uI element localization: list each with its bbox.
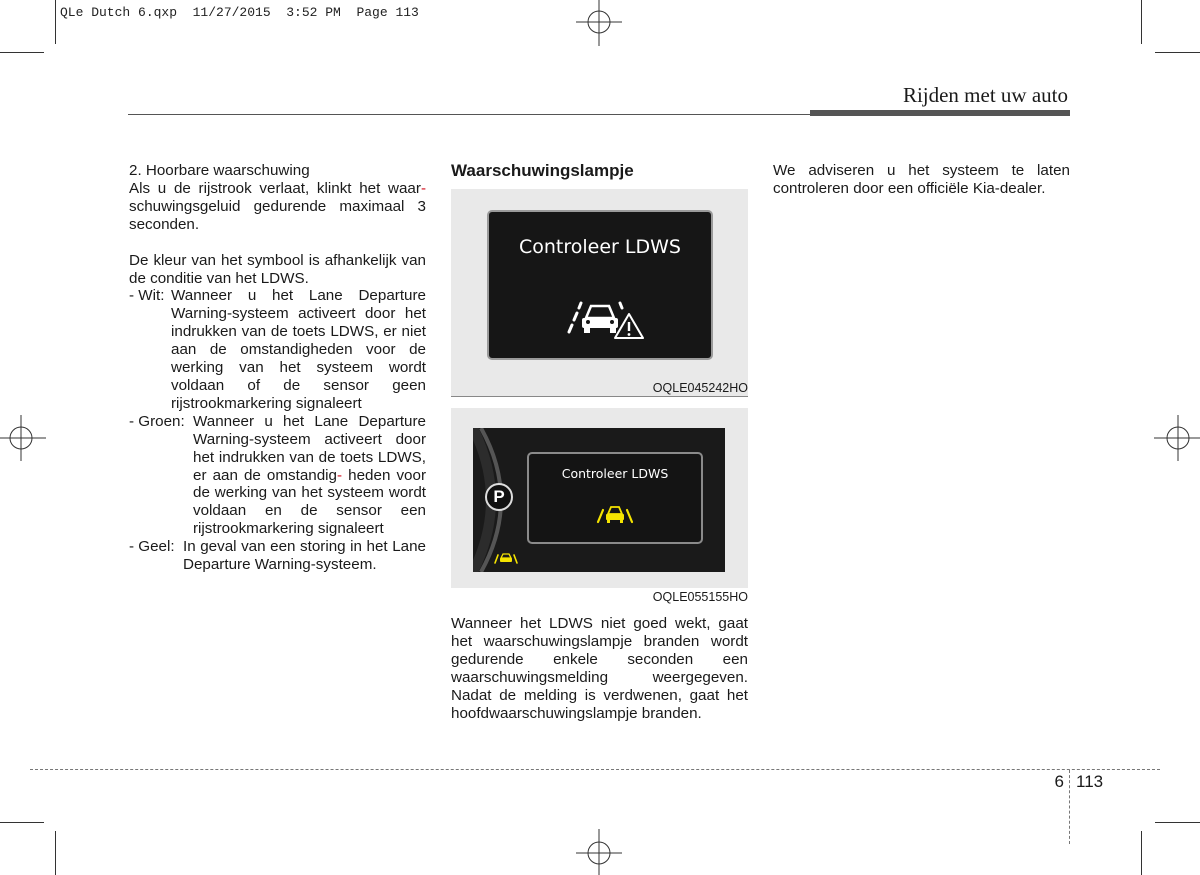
registration-mark-icon — [1154, 415, 1200, 461]
figure-divider — [451, 396, 748, 397]
ldws-yellow-icon — [595, 502, 635, 526]
gear-indicator — [485, 483, 513, 511]
list-term: - Geel: — [129, 538, 175, 556]
section-heading: Waarschuwingslampje — [451, 161, 634, 180]
subheading: 2. Hoorbare waarschuwing — [129, 162, 310, 179]
list-description: Wanneer u het Lane Departure Warning-systeem activeert door het indrukken van de toets LDWS, er aan de omstandig- heden voor de werking van het systeem wordt voldaan en de sensor een rijstrookmarkering signaleert — [193, 412, 426, 538]
gear-letter: P — [493, 487, 505, 506]
lcd-display — [487, 210, 713, 360]
figure-caption: OQLE045242HO — [652, 381, 748, 395]
crop-mark — [1141, 831, 1142, 875]
footer-dotted-vertical — [1069, 770, 1070, 844]
registration-mark-icon — [576, 0, 622, 46]
hyphen-mark: - — [337, 466, 343, 484]
list-term: - Wit: — [129, 287, 165, 305]
crop-mark — [55, 0, 56, 44]
cluster-display — [473, 428, 725, 572]
list-description: In geval van een storing in het Lane Departure Warning-systeem. — [183, 538, 426, 574]
cluster-message: Controleer LDWS — [561, 466, 669, 481]
list-term: - Groen: — [129, 412, 185, 430]
lcd-message: Controleer LDWS — [519, 236, 681, 258]
spacer — [129, 234, 426, 252]
figure-caption: OQLE055155HO — [652, 590, 748, 604]
crop-mark — [1141, 0, 1142, 44]
footer-dotted-rule — [30, 769, 1160, 770]
left-column — [129, 162, 426, 574]
paragraph: Als u de rijstrook verlaat, klinkt het waar- schuwingsgeluid gedurende maximaal 3 seconden. — [129, 179, 426, 233]
crop-mark — [1155, 822, 1200, 823]
crop-mark — [0, 822, 44, 823]
list-item — [129, 413, 426, 538]
crop-mark — [1155, 52, 1200, 53]
crop-mark — [55, 831, 56, 875]
ldws-warning-icon — [563, 292, 645, 342]
registration-mark-icon — [0, 415, 46, 461]
crop-mark — [0, 52, 44, 53]
registration-mark-icon — [576, 829, 622, 875]
right-paragraph: We adviseren u het systeem te laten controleren door een officiële Kia-dealer. — [773, 162, 1070, 197]
page-number: 113 — [1076, 772, 1104, 791]
header-rule-thick — [810, 110, 1070, 116]
middle-paragraph: Wanneer het LDWS niet goed wekt, gaat het waarschuwingslampje branden wordt gedurende enkele seconden een waarschuwingsmelding weergegeven. Nadat de melding is verdwenen, gaat het hoofdwaarschuwingslampje branden. — [451, 615, 748, 722]
list-item — [129, 538, 426, 574]
paragraph: De kleur van het symbool is afhankelijk van de conditie van het LDWS. — [129, 251, 426, 287]
ldws-small-icon — [493, 551, 519, 565]
hyphen-mark: - — [420, 179, 426, 197]
page-header-title: Rijden met uw auto — [902, 83, 1068, 107]
list-description: Wanneer u het Lane Departure Warning-systeem activeert door het indrukken van de toets LDWS, er niet aan de omstandigheden voor de werking van het systeem wordt voldaan of de sensor geen rijstrookmarkering signaleert — [171, 287, 426, 412]
slug-line: QLe Dutch 6.qxp 11/27/2015 3:52 PM Page 113 — [60, 5, 419, 20]
header-rule — [128, 114, 810, 115]
list-item — [129, 287, 426, 412]
chapter-number: 6 — [1054, 772, 1064, 791]
cluster-screen — [527, 452, 703, 544]
